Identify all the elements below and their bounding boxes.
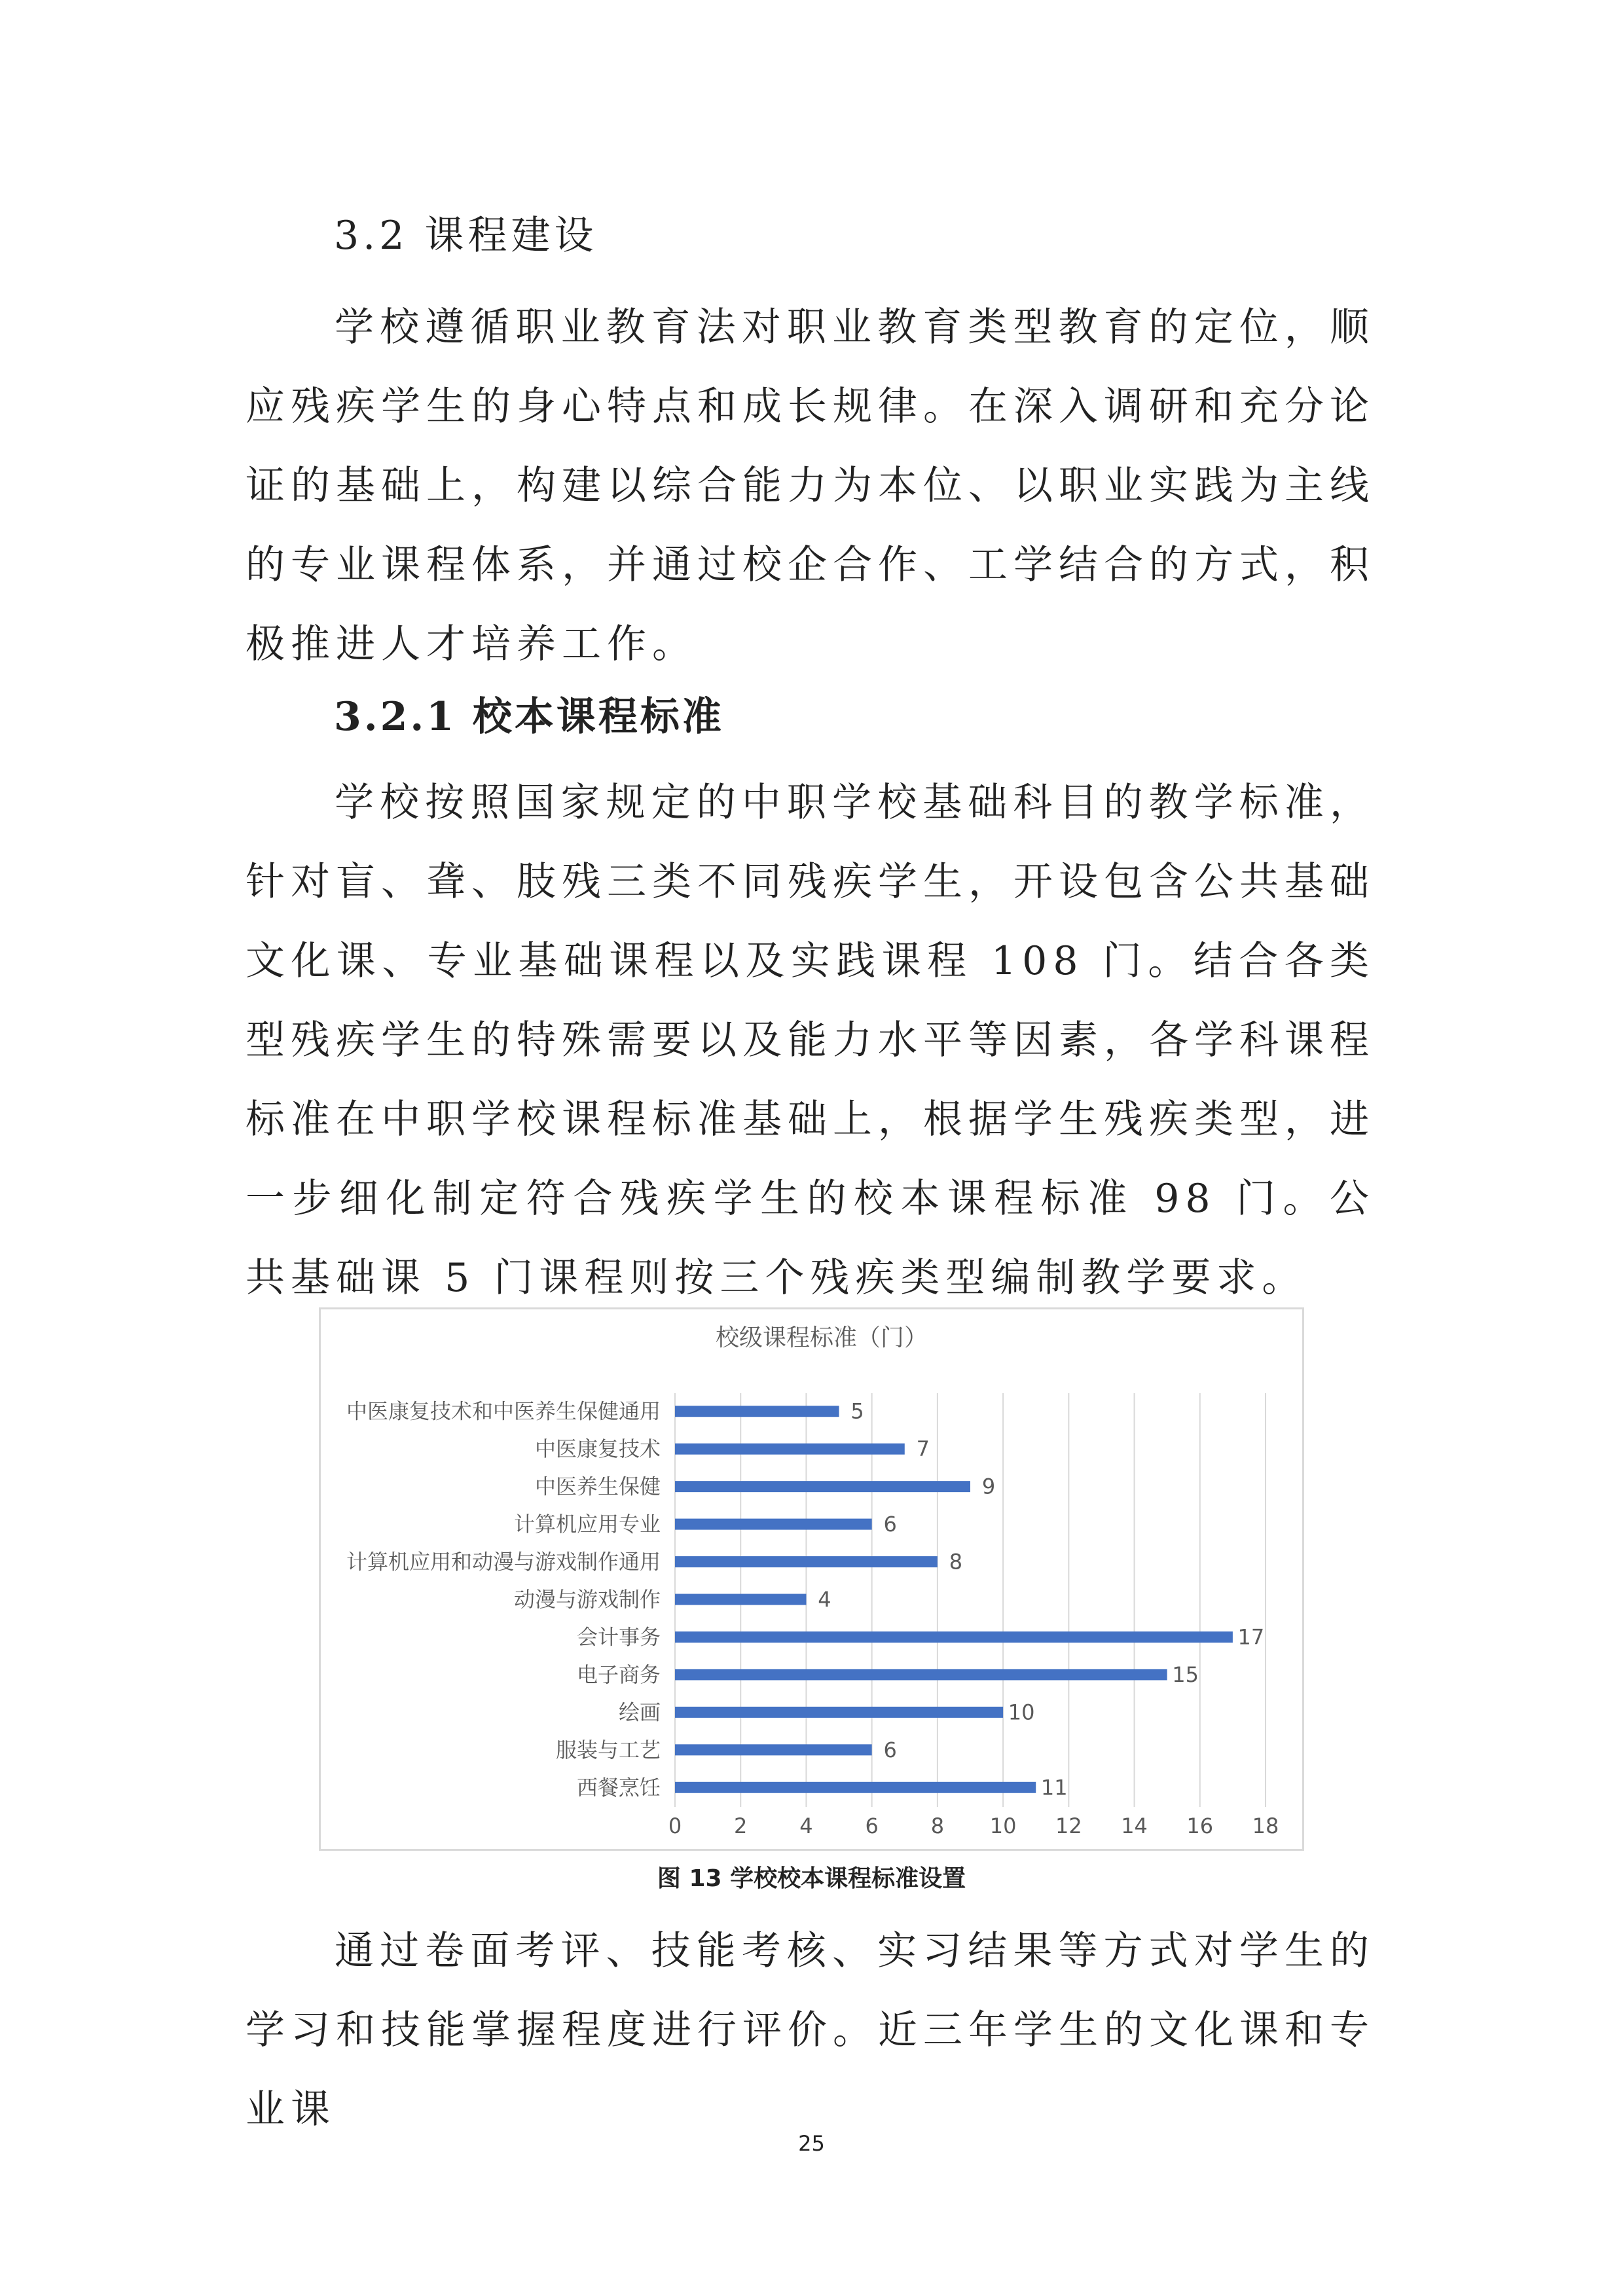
category-label: 中医康复技术 bbox=[534, 1436, 661, 1462]
bar bbox=[675, 1594, 806, 1605]
course-standards-chart bbox=[319, 1307, 1304, 1851]
subsection-heading: 3.2.1 校本课程标准 bbox=[334, 694, 724, 740]
data-label: 6 bbox=[883, 1737, 897, 1762]
bar bbox=[675, 1782, 1036, 1793]
x-tick-label: 0 bbox=[668, 1813, 682, 1838]
data-label: 8 bbox=[949, 1549, 963, 1575]
x-tick-label: 10 bbox=[989, 1813, 1017, 1838]
x-tick-label: 2 bbox=[734, 1813, 748, 1838]
x-tick-label: 14 bbox=[1121, 1813, 1148, 1838]
bar bbox=[675, 1444, 905, 1455]
category-label: 电子商务 bbox=[576, 1662, 661, 1687]
category-label: 动漫与游戏制作 bbox=[513, 1587, 661, 1612]
data-label: 9 bbox=[981, 1474, 996, 1499]
bar bbox=[675, 1744, 872, 1755]
bar bbox=[675, 1707, 1003, 1718]
x-tick-label: 12 bbox=[1055, 1813, 1082, 1838]
category-label: 西餐烹饪 bbox=[576, 1775, 661, 1800]
x-tick-label: 8 bbox=[930, 1813, 945, 1838]
data-label: 10 bbox=[1008, 1700, 1035, 1725]
bar bbox=[675, 1556, 938, 1567]
section-heading: 3.2 课程建设 bbox=[334, 213, 598, 259]
data-label: 15 bbox=[1172, 1662, 1199, 1687]
data-label: 6 bbox=[883, 1512, 897, 1537]
data-label: 5 bbox=[850, 1398, 864, 1424]
bar bbox=[675, 1481, 970, 1492]
bar bbox=[675, 1406, 839, 1417]
evaluation-paragraph: 通过卷面考评、技能考核、实习结果等方式对学生的学习和技能掌握程度进行评价。近三年学生的文化课和专业课 bbox=[246, 1928, 1375, 2132]
data-label: 4 bbox=[818, 1587, 831, 1612]
category-label: 计算机应用和动漫与游戏制作通用 bbox=[346, 1549, 661, 1575]
chart-title: 校级课程标准（门） bbox=[715, 1324, 928, 1351]
figure-caption: 图 13 学校校本课程标准设置 bbox=[657, 1865, 966, 1892]
category-label: 服装与工艺 bbox=[555, 1737, 661, 1762]
bar bbox=[675, 1631, 1233, 1643]
x-tick-label: 18 bbox=[1252, 1813, 1279, 1838]
category-label: 中医养生保健 bbox=[534, 1474, 661, 1499]
data-label: 17 bbox=[1237, 1624, 1265, 1650]
chart-svg bbox=[321, 1309, 1302, 1849]
category-label: 计算机应用专业 bbox=[513, 1512, 661, 1537]
category-label: 中医康复技术和中医养生保健通用 bbox=[346, 1398, 661, 1424]
data-label: 11 bbox=[1040, 1775, 1068, 1800]
intro-paragraph: 学校遵循职业教育法对职业教育类型教育的定位，顺应残疾学生的身心特点和成长规律。在深入调研和充分论证的基础上，构建以综合能力为本位、以职业实践为主线的专业课程体系，并通过校企合作、工学结合的方式，积极推进人才培养工作。 bbox=[246, 304, 1375, 667]
category-label: 绘画 bbox=[618, 1700, 661, 1725]
x-tick-label: 4 bbox=[799, 1813, 813, 1838]
page-number: 25 bbox=[798, 2131, 825, 2156]
x-tick-label: 6 bbox=[865, 1813, 879, 1838]
standards-paragraph: 学校按照国家规定的中职学校基础科目的教学标准，针对盲、聋、肢残三类不同残疾学生，开设包含公共基础文化课、专业基础课程以及实践课程 108 门。结合各类型残疾学生的特殊需要以及能力水平等因素，各学科课程标准在中职学校课程标准基础上，根据学生残疾类型，进一步细化制定符合残疾学生的校本课程标准 98 门。公共基础课 5 门课程则按三个残疾类型编制教学要求。 bbox=[246, 780, 1375, 1301]
x-tick-label: 16 bbox=[1186, 1813, 1214, 1838]
bar bbox=[675, 1669, 1167, 1680]
category-label: 会计事务 bbox=[576, 1624, 661, 1650]
bar bbox=[675, 1519, 872, 1530]
data-label: 7 bbox=[916, 1436, 930, 1462]
